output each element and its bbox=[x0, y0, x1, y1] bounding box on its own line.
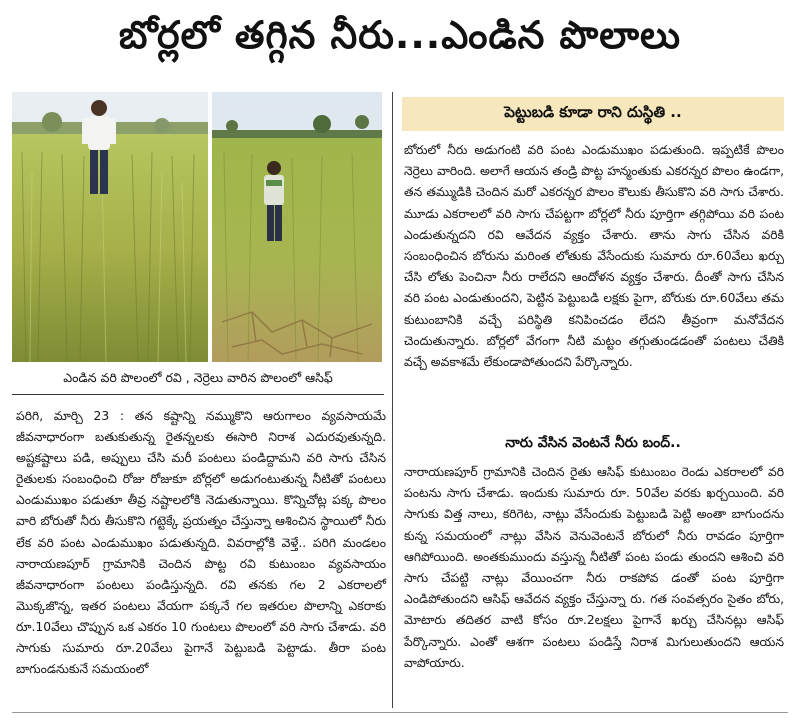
headline: బోర్లలో తగ్గిన నీరు...ఎండిన పొలాలు bbox=[118, 13, 682, 57]
subhead-investment-loss: పెట్టుబడి కూడా రాని దుస్థితి .. bbox=[402, 97, 784, 131]
photo-caption: ఎండిన వరి పొలంలో రవి , నెర్రెలు వారిన పొలంలో ఆసిఫ్ bbox=[63, 370, 333, 385]
column-divider bbox=[392, 92, 393, 708]
right-article-body-2: నారాయణపూర్ గ్రామానికి చెందిన రైతు ఆసిఫ్ కుటుంబం రెండు ఎకరాలలో వరి పంటను సాగు చేశాడు. ఇందుకు సుమారు రూ. 50వేల వరకు ఖర్చయింది. వరి సాగుకు విత్త నాలు, కరిగెట, నాట్లు వేసేందుకు పెట్టుబడి పెట్టి అంతా బాగుందను కున్న సమయంలో నాట్లు వేసిన వెనువెంటనే బోరులో నీరు రావడం పూర్తిగా ఆగిపోయింది. అంతకుముందు వస్తున్న నీటితో పంట పండు తుందని ఆశించి వరి సాగు చేపట్టి నాట్లు వేయించగా నీరు రాకపోవ డంతో పంట పూర్తిగా ఎండిపోతుందని ఆసిఫ్ ఆవేదన వ్యక్తం చేస్తున్నా రు. గత సంవత్సరం సైతం బోరు, మోటారు తదితర వాటి కోసం రూ.2లక్షలు పైగానే ఖర్చు చేసినట్లు ఆసిఫ్ పేర్కొన్నారు. ఎంతో ఆశగా పంటలు పండిస్తే నిరాశ మిగులుతుందని ఆయన వాపోయారు. bbox=[404, 465, 784, 670]
left-article-body: పరిగి, మార్చి 23 : తన కష్టాన్ని నమ్ముకొని ఆరుగాలం వ్యవసాయమే జీవనాధారంగా బతుకుతున్న రైతన్నలకు ఈసారి నిరాశ ఎదురవుతున్నది. అష్టకష్టాలు పడి, అప్పులు చేసి మరీ పంటలు పండిద్దామని వరి సాగు చేసిన రైతులకు సంబంధించి రోజు రోజుకూ బోర్లలో అడుగంటుతున్న నీటితో పంటలు ఎండుముఖం పడుతూ తీవ్ర నష్టాలలోకి నెడుతున్నాయి. కొన్నిచోట్ల పక్క పొలం వారి బోరుతో నీరు తీసుకొని గట్టెక్కే ప్రయత్నం చేస్తున్నా ఆశించిన స్థాయిలో నీరు లేక వరి పంట ఎండుముఖం పడుతున్నది. వివరాల్లోకి వెళ్తే.. పరిగి మండలం నారాయణపూర్ గ్రామానికి చెందిన పొట్ట రవి కుటుంబం వ్యవసాయం జీవనాధారంగా పంటలు పండిస్తున్నది. రవి తనకు గల 2 ఎకరాలలో మొక్కజొన్న, ఇతర పంటలు వేయగా పక్కనే గల ఇతరుల పొలాన్ని ఎకరాకు రూ.10వేలు చొప్పున ఒక ఎకరం 10 గుంటలు పొలంలో వరి సాగు చేశాడు. వరి సాగుకు సుమారు రూ.20వేలు పైగానే పెట్టుబడి పెట్టాడు. తీరా పంట బాగుండనుకునే సమయంలో bbox=[16, 409, 386, 677]
caption-divider bbox=[12, 394, 384, 395]
photo-paddy-field-ravi bbox=[12, 92, 208, 362]
right-article-body-1: బోరులో నీరు అడుగంటి వరి పంట ఎండుముఖం పడుతుంది. ఇప్పటికే పొలం నెర్రెలు వారింది. అలాగే ఆయన తండ్రి పొట్ట హన్మంతుకు ఎకరన్నర పొలం ఉండగా, తన తమ్ముడికి చెందిన మరో ఎకరన్నర పొలం కౌలుకు తీసుకొని వరి సాగు చేశారు. మూడు ఎకరాలలో వరి సాగు చేపట్టగా బోర్లలో నీరు పూర్తిగా తగ్గిపోయి వరి పంట ఎండుతున్నదని రవి ఆవేదన వ్యక్తం చేశారు. తాను సాగు చేసిన వరికి సంబంధించిన బోరును మరింత లోతుకు వేసేందుకు సుమారు రూ.60వేలు ఖర్చు చేసి లోతు పెంచినా నీరు రాలేదని ఆందోళన వ్యక్తం చేశారు. దీంతో సాగు చేసిన వరి పంట ఎండుతుందని, పెట్టిన పెట్టుబడి లక్షకు పైగా, బోరుకు రూ.60వేలు తమ కుటుంబానికి వచ్చే పరిస్థితి కనిపించడం లేదని తీవ్రంగా మనోవేదన చెందుతున్నారు. బోర్లలో వేగంగా నీటి మట్టం తగ్గుతుండడంతో పంటలు చేతికి వచ్చే అవకాశమే లేకుండాపోతుందని పేర్కొన్నారు. bbox=[404, 143, 784, 370]
subhead-water-stopped: నారు వేసిన వెంటనే నీరు బంద్.. bbox=[505, 434, 681, 451]
photo-group bbox=[12, 92, 382, 362]
photo-cracked-field-asif bbox=[212, 92, 382, 362]
bottom-divider bbox=[12, 712, 788, 713]
